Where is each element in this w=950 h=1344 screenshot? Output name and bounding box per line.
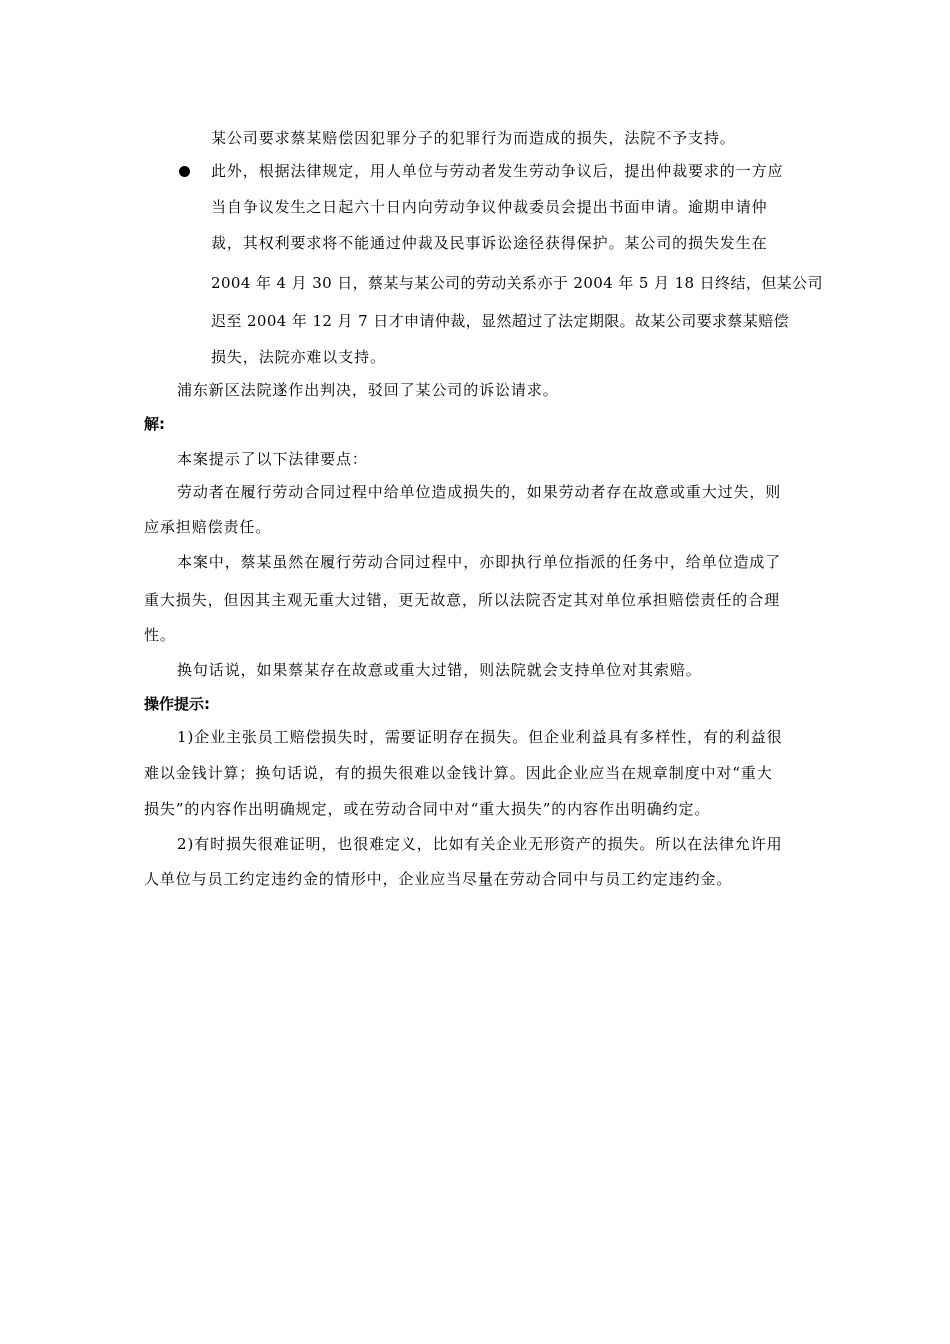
conclusion-text: 浦东新区法院遂作出判决，驳回了某公司的诉讼请求。 xyxy=(177,381,559,399)
bullet-item-line: 损失，法院亦难以支持。 xyxy=(211,348,386,366)
solution-para1-line: 应承担赔偿责任。 xyxy=(144,518,272,536)
tip1-line: 1)企业主张员工赔偿损失时，需要证明存在损失。但企业利益具有多样性，有的利益很 xyxy=(177,728,783,746)
solution-para2-line: 性。 xyxy=(144,626,176,644)
bullet-item-line: 裁，其权利要求将不能通过仲裁及民事诉讼途径获得保护。某公司的损失发生在 xyxy=(211,234,768,252)
solution-para2-line: 重大损失，但因其主观无重大过错，更无故意，所以法院否定其对单位承担赔偿责任的合理 xyxy=(144,591,781,609)
operation-tips-heading: 操作提示: xyxy=(144,695,210,713)
bullet-continuation-line: 某公司要求蔡某赔偿因犯罪分子的犯罪行为而造成的损失，法院不予支持。 xyxy=(211,129,736,147)
tip1-line: 损失”的内容作出明确规定，或在劳动合同中对“重大损失”的内容作出明确约定。 xyxy=(144,800,711,818)
solution-para2-line: 本案中，蔡某虽然在履行劳动合同过程中，亦即执行单位指派的任务中，给单位造成了 xyxy=(177,553,782,571)
solution-para1-line: 劳动者在履行劳动合同过程中给单位造成损失的，如果劳动者存在故意或重大过失，则 xyxy=(177,483,782,501)
tip1-line: 难以金钱计算；换句话说，有的损失很难以金钱计算。因此企业应当在规章制度中对“重大 xyxy=(144,764,773,782)
bullet-point-icon xyxy=(179,166,190,177)
solution-para3: 换句话说，如果蔡某存在故意或重大过错，则法院就会支持单位对其索赔。 xyxy=(177,661,702,679)
tip2-line: 人单位与员工约定违约金的情形中，企业应当尽量在劳动合同中与员工约定违约金。 xyxy=(144,870,733,888)
bullet-item-line: 迟至 2004 年 12 月 7 日才申请仲裁，显然超过了法定期限。故某公司要求蔡某赔偿 xyxy=(211,312,790,330)
bullet-item-line: 此外，根据法律规定，用人单位与劳动者发生劳动争议后，提出仲裁要求的一方应 xyxy=(211,162,784,180)
bullet-item-line: 2004 年 4 月 30 日，蔡某与某公司的劳动关系亦于 2004 年 5 月 18 日终结，但某公司 xyxy=(211,274,823,292)
tip2-line: 2)有时损失很难证明，也很难定义，比如有关企业无形资产的损失。所以在法律允许用 xyxy=(177,835,783,853)
solution-intro: 本案提示了以下法律要点： xyxy=(177,450,368,468)
bullet-item-line: 当自争议发生之日起六十日内向劳动争议仲裁委员会提出书面申请。逾期申请仲 xyxy=(211,198,768,216)
solution-heading: 解: xyxy=(144,415,165,433)
